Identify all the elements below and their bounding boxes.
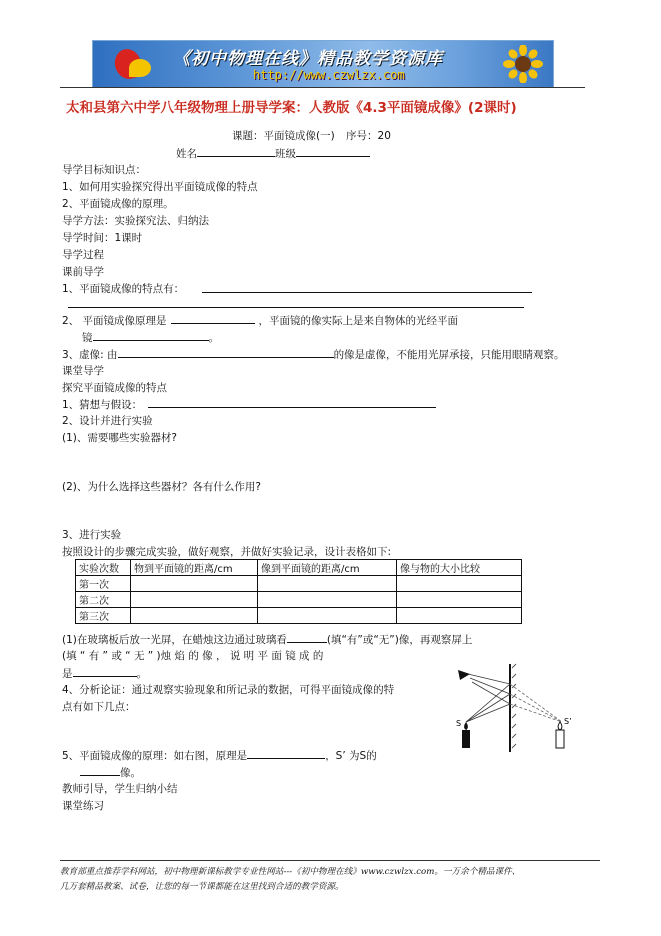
- s-prime-label: S’: [564, 717, 572, 726]
- observation-3: [62, 665, 147, 681]
- step-5: [62, 747, 377, 763]
- class-field[interactable]: [296, 145, 370, 157]
- question-2: [62, 312, 458, 328]
- step-4-cont: 点有如下几点：: [62, 701, 136, 713]
- observation-1: [62, 631, 472, 647]
- step-3-desc: 按照设计的步骤完成实验，做好观察，并做好实验记录，设计表格如下:: [62, 546, 392, 558]
- answer-blank[interactable]: [118, 346, 334, 358]
- serial-label: 序号：: [346, 130, 378, 142]
- question-2-cont: ，平面镜的像实际上是来自物体的光经平面: [258, 315, 459, 327]
- topic-value: 平面镜成像(一): [263, 130, 335, 142]
- table-cell[interactable]: [131, 608, 258, 624]
- answer-blank[interactable]: [287, 631, 327, 643]
- table-row: [76, 608, 522, 624]
- method-text: 导学方法：实验探究法、归纳法: [62, 215, 209, 227]
- header-rule: [60, 87, 585, 88]
- table-cell[interactable]: [258, 592, 397, 608]
- answer-blank[interactable]: [93, 329, 209, 341]
- footer-line: 教育部重点推荐学科网站，初中物理新课标教学专业性网站---《初中物理在线》www.czwlzx.com。一万余个精品课件、: [60, 867, 521, 877]
- lesson-topic-line: [232, 128, 391, 143]
- candle-icon: [462, 730, 470, 748]
- question-3-cont: 的像是虚像，不能用光屏承接，只能用眼睛观察。: [333, 349, 565, 361]
- table-header: 像与物的大小比较: [397, 560, 522, 576]
- logo-accent-icon: [129, 59, 151, 77]
- footer: [60, 860, 600, 895]
- answer-line-guess[interactable]: [148, 407, 436, 408]
- table-cell[interactable]: [131, 576, 258, 592]
- observation-2: (填 “ 有 ” 或 “ 无 ” )烛 焰 的 像 ， 说 明 平 面 镜 成 的: [62, 650, 324, 662]
- record-table: [75, 559, 522, 624]
- table-row-label: 第三次: [76, 608, 131, 624]
- design-q2: (2)、为什么选择这些器材？各有什么作用?: [62, 481, 261, 493]
- table-cell[interactable]: [258, 576, 397, 592]
- answer-blank[interactable]: [80, 764, 120, 776]
- class-label: 班级: [275, 148, 296, 160]
- objectives-heading: 导学目标知识点：: [62, 164, 146, 176]
- practice-heading: 课堂练习: [62, 800, 104, 812]
- observation-3-end: 。: [136, 668, 147, 680]
- mirror-figure: [452, 660, 582, 756]
- question-3-text: 3、虚像: 由: [62, 349, 118, 361]
- observation-3-text: 是: [62, 668, 73, 680]
- design-q1: (1)、需要哪些实验器材?: [62, 432, 177, 444]
- table-cell[interactable]: [258, 608, 397, 624]
- eye-icon: [458, 670, 470, 680]
- step-4: 4、分析论证：通过观察实验现象和所记录的数据，可得平面镜成像的特: [62, 684, 395, 696]
- table-cell[interactable]: [397, 576, 522, 592]
- banner-url: http://www.czwlzx.com: [253, 68, 405, 82]
- banner-slogan: 《初中物理在线》精品教学资源库: [173, 49, 443, 69]
- table-row-label: 第一次: [76, 576, 131, 592]
- table-header: 物到平面镜的距离/cm: [131, 560, 258, 576]
- page-title: 太和县第六中学八年级物理上册导学案：人教版《4.3平面镜成像》(2课时): [66, 100, 517, 116]
- observation-1-cont: (填“有”或“无”)像，再观察屏上: [326, 634, 473, 646]
- question-1: 1、平面镜成像的特点有：: [62, 283, 185, 295]
- answer-blank[interactable]: [171, 312, 255, 324]
- header-banner: [92, 40, 554, 88]
- step-5-end: 像。: [120, 767, 141, 779]
- teacher-guide: 教师引导，学生归纳小结: [62, 783, 178, 795]
- name-field[interactable]: [197, 145, 275, 157]
- objective-item: 2、平面镜成像的原理。: [62, 198, 174, 210]
- table-row: [76, 592, 522, 608]
- sunflower-icon: [501, 45, 545, 83]
- guess-text: 1、猜想与假设：: [62, 399, 143, 411]
- candle-image-icon: [556, 730, 564, 748]
- table-row-label: 第二次: [76, 592, 131, 608]
- table-cell[interactable]: [397, 608, 522, 624]
- design-text: 2、设计并进行实验: [62, 415, 153, 427]
- table-header: 像到平面镜的距离/cm: [258, 560, 397, 576]
- serial-value: 20: [377, 130, 391, 142]
- objective-item: 1、如何用实验探究得出平面镜成像的特点: [62, 181, 258, 193]
- table-header-row: [76, 560, 522, 576]
- topic-label: 课题：: [232, 130, 264, 142]
- table-row: [76, 576, 522, 592]
- step-5-cont: ，S’ 为S的: [325, 750, 377, 762]
- step-5-line2: [80, 764, 141, 780]
- footer-line: 几万套精品教案、试卷，让您的每一节课都能在这里找到合适的教学资源。: [60, 882, 344, 892]
- name-label: 姓名: [176, 148, 197, 160]
- question-2-mirror: 镜: [82, 332, 93, 344]
- step-3: 3、进行实验: [62, 529, 122, 541]
- answer-line-1b[interactable]: [68, 307, 524, 308]
- classwork-heading: 课堂导学: [62, 365, 104, 377]
- table-header: 实验次数: [76, 560, 131, 576]
- student-info-line: [176, 145, 370, 161]
- process-heading: 导学过程: [62, 249, 104, 261]
- answer-line-1[interactable]: [202, 292, 532, 293]
- answer-blank[interactable]: [73, 665, 137, 677]
- answer-blank[interactable]: [247, 747, 325, 759]
- pre-class-heading: 课前导学: [62, 266, 104, 278]
- time-text: 导学时间：1课时: [62, 232, 143, 244]
- question-3: [62, 346, 565, 362]
- question-2-end: 。: [208, 332, 219, 344]
- question-2-text: 2、 平面镜成像原理是: [62, 315, 167, 327]
- table-cell[interactable]: [397, 592, 522, 608]
- explore-heading: 探究平面镜成像的特点: [62, 382, 167, 394]
- s-label: S: [456, 719, 462, 728]
- question-2-line2: [82, 329, 219, 345]
- step-5-text: 5、平面镜成像的原理：如右图，原理是: [62, 750, 248, 762]
- observation-1-text: (1)在玻璃板后放一光屏，在蜡烛这边通过玻璃看: [62, 634, 287, 646]
- table-cell[interactable]: [131, 592, 258, 608]
